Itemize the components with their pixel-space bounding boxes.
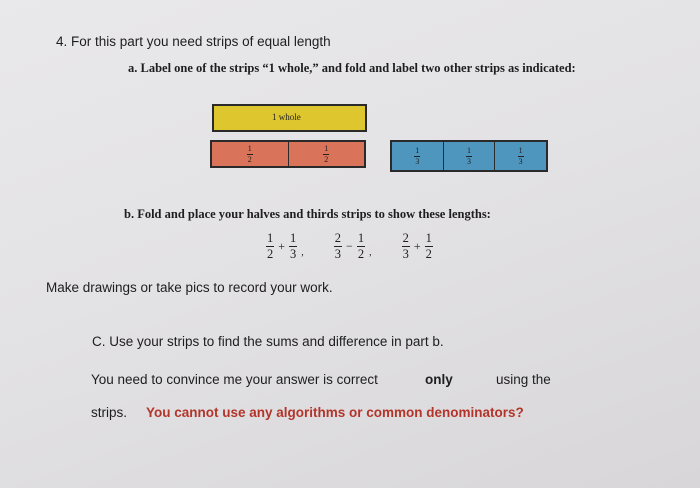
halves-strip bbox=[210, 140, 366, 168]
expression: $\frac{2}{3}$ + $\frac{1}{2}$ bbox=[402, 231, 432, 261]
convince-text-end: using the bbox=[496, 372, 551, 387]
fraction-label: $\frac{1}{3}$ bbox=[518, 145, 523, 166]
fraction-label: $\frac{1}{3}$ bbox=[467, 145, 471, 166]
fraction-label: $\frac{1}{2}$ bbox=[247, 143, 252, 164]
thirds-strip bbox=[390, 140, 548, 172]
strips-word: strips. bbox=[91, 405, 128, 420]
fraction-label: $\frac{1}{3}$ bbox=[415, 145, 420, 166]
fraction-expressions bbox=[266, 232, 433, 260]
part-b-instruction: b. Fold and place your halves and thirds strips to show these lengths: bbox=[124, 207, 491, 221]
fraction-label: $\frac{1}{2}$ bbox=[324, 143, 329, 164]
expression: $\frac{2}{3}$ − $\frac{1}{2}$ , bbox=[334, 231, 372, 261]
whole-strip bbox=[212, 104, 367, 132]
record-work-note: Make drawings or take pics to record your work. bbox=[46, 280, 333, 295]
thirds-cell bbox=[444, 142, 496, 170]
emphasis-only: only bbox=[425, 372, 453, 387]
question-title: 4. For this part you need strips of equal length bbox=[56, 34, 331, 49]
halves-cell bbox=[289, 142, 365, 166]
whole-strip-label: 1 whole bbox=[272, 112, 301, 122]
part-c-instruction: C. Use your strips to find the sums and difference in part b. bbox=[92, 334, 444, 349]
expression: $\frac{1}{2}$ + $\frac{1}{3}$ , bbox=[267, 231, 304, 261]
convince-text: You need to convince me your answer is correct bbox=[91, 372, 378, 387]
part-a-instruction: a. Label one of the strips “1 whole,” and fold and label two other strips as indicated: bbox=[128, 61, 576, 75]
thirds-cell bbox=[495, 142, 546, 170]
thirds-cell bbox=[392, 142, 444, 170]
halves-cell bbox=[212, 142, 289, 166]
warning-text: You cannot use any algorithms or common denominators? bbox=[146, 405, 524, 420]
